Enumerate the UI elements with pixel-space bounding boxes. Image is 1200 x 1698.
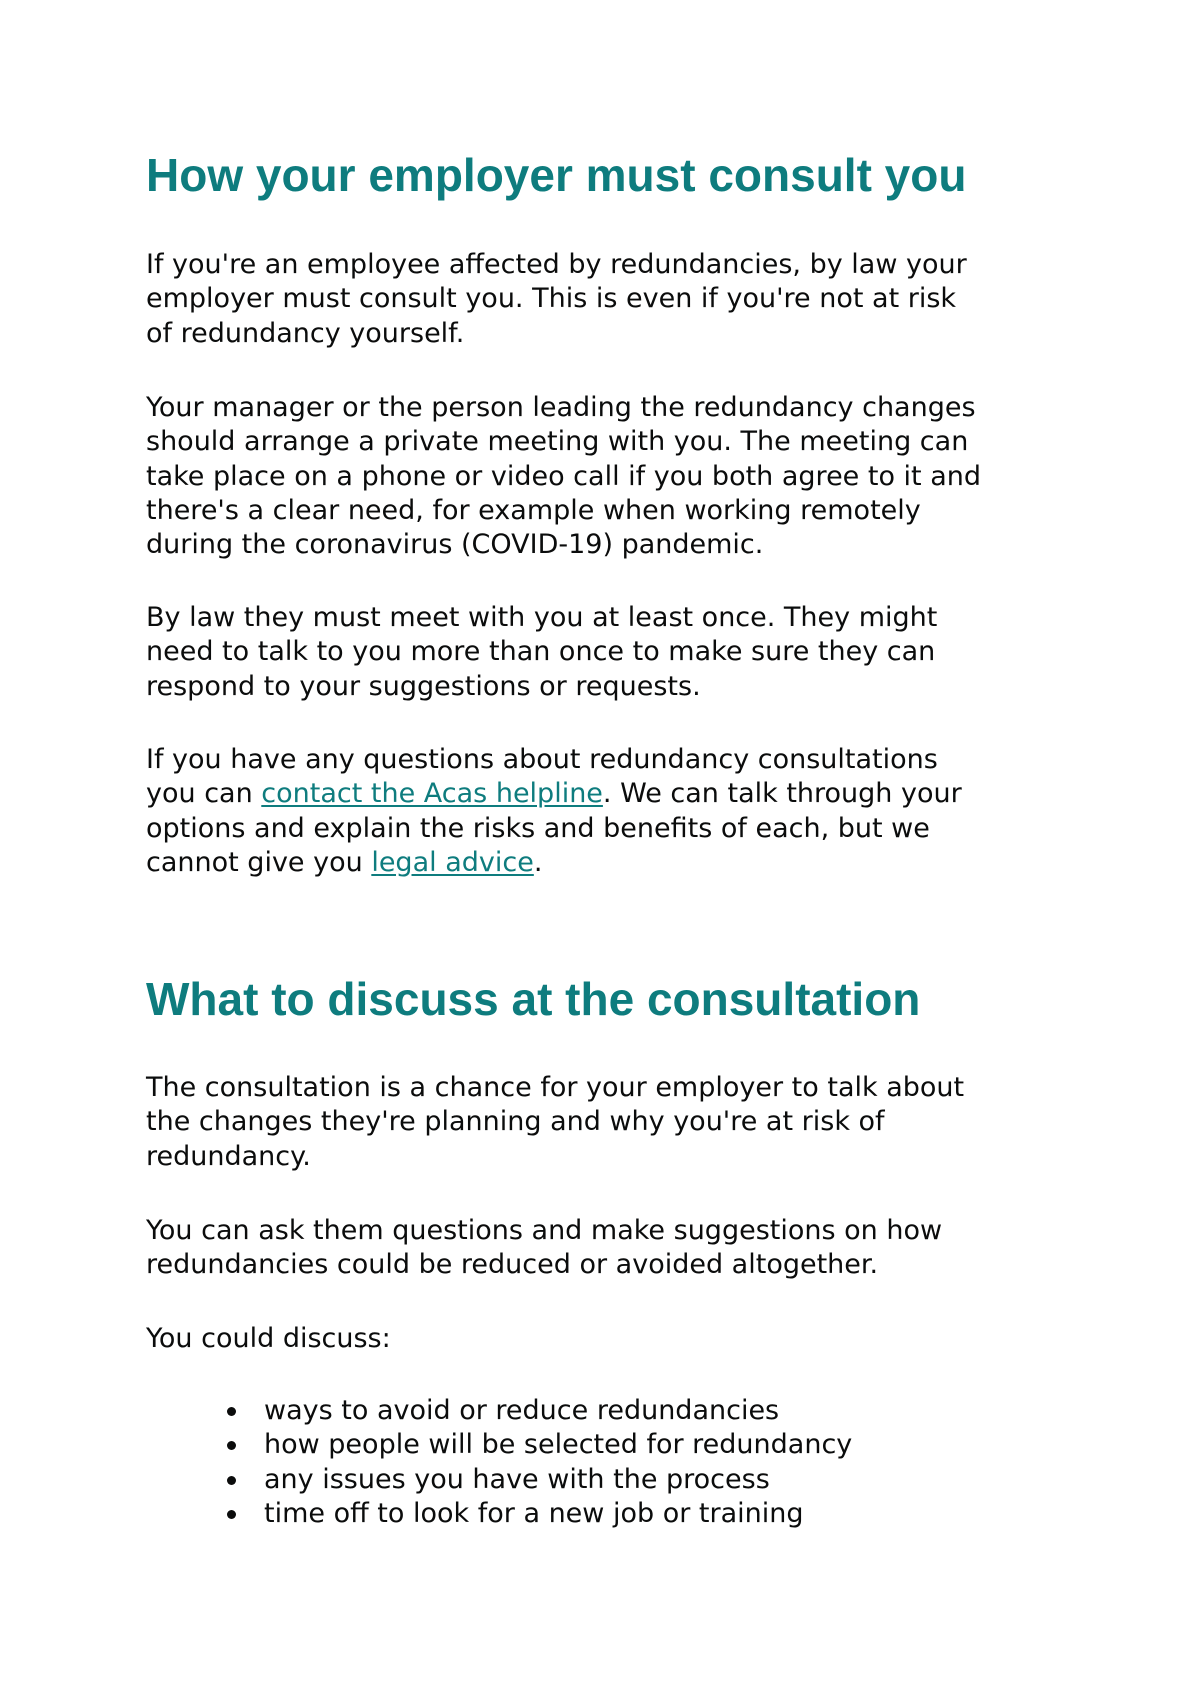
paragraph-you-could-discuss: You could discuss: [146, 1323, 391, 1354]
text-line: redundancies could be reduced or avoided altogether. [146, 1249, 879, 1281]
bullet-icon [227, 1476, 236, 1485]
text-segment: . We can talk through your [602, 778, 962, 810]
list-item [146, 1463, 852, 1497]
bullet-icon [227, 1407, 236, 1416]
bullet-icon [227, 1510, 236, 1519]
text-line [146, 846, 1086, 880]
text-line: during the coronavirus (COVID-19) pandemic. [146, 529, 764, 561]
text-line: of redundancy yourself. [146, 317, 465, 349]
paragraph-meet-at-least-once [146, 601, 1086, 704]
list-item [146, 1428, 852, 1462]
text-line: If you have any questions about redundancy consultations [146, 744, 938, 775]
text-line: need to talk to you more than once to make sure they can [146, 636, 936, 668]
text-line: You can ask them questions and make suggestions on how [146, 1215, 943, 1246]
heading-how-employer-must-consult: How your employer must consult you [146, 149, 967, 201]
text-line [146, 777, 1086, 811]
text-line: options and explain the risks and benefits of each, but we [146, 812, 930, 844]
text-line: redundancy. [146, 1140, 311, 1172]
text-line: take place on a phone or video call if you both agree to it and [146, 460, 982, 492]
paragraph-private-meeting [146, 391, 1086, 562]
paragraph-ask-questions [146, 1214, 1086, 1283]
text-line: the changes they're planning and why you're at risk of [146, 1106, 885, 1138]
list-item-text: how people will be selected for redundancy [264, 1429, 853, 1461]
acas-helpline-link[interactable]: contact the Acas helpline [261, 778, 603, 810]
list-item-text: time off to look for a new job or training [264, 1497, 804, 1529]
discussion-topics-list [146, 1394, 852, 1531]
text-line: Your manager or the person leading the redundancy changes [146, 392, 976, 423]
list-item [146, 1497, 852, 1531]
text-line: If you're an employee affected by redundancies, by law your [146, 249, 967, 280]
text-segment: you can [146, 778, 262, 810]
list-item-text: ways to avoid or reduce redundancies [264, 1395, 780, 1426]
text-line: employer must consult you. This is even if you're not at risk [146, 283, 957, 315]
text-line: should arrange a private meeting with you. The meeting can [146, 426, 969, 458]
heading-what-to-discuss: What to discuss at the consultation [146, 973, 921, 1025]
legal-advice-link[interactable]: legal advice [371, 846, 534, 878]
paragraph-affected-employee [146, 248, 1086, 351]
paragraph-acas-helpline [146, 743, 1086, 880]
list-item [146, 1394, 852, 1428]
text-line: respond to your suggestions or requests. [146, 670, 701, 702]
paragraph-consultation-chance [146, 1071, 1086, 1174]
bullet-icon [227, 1441, 236, 1450]
text-line: By law they must meet with you at least once. They might [146, 602, 938, 633]
text-segment: cannot give you [146, 846, 372, 878]
text-line: there's a clear need, for example when working remotely [146, 494, 921, 526]
text-segment: . [533, 846, 543, 878]
list-item-text: any issues you have with the process [264, 1463, 770, 1495]
text-line: The consultation is a chance for your employer to talk about [146, 1072, 965, 1103]
